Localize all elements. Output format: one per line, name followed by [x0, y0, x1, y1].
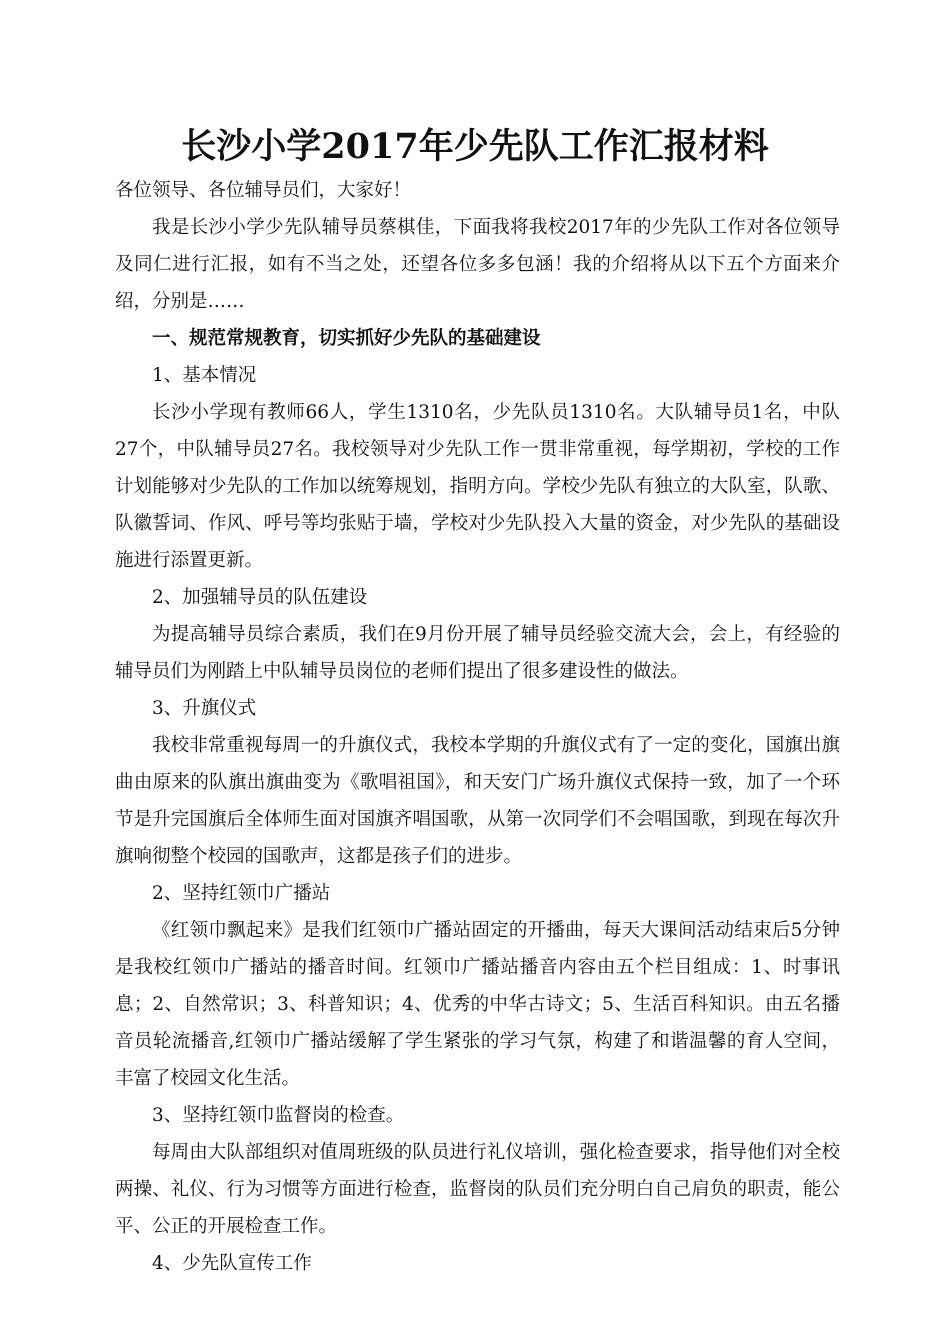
body-paragraph: 我校非常重视每周一的升旗仪式，我校本学期的升旗仪式有了一定的变化，国旗出旗曲由原来的队旗出旗曲变为《歌唱祖国》，和天安门广场升旗仪式保持一致，加了一个环节是升完国旗后全体师生面对国旗齐唱国歌，从第一次同学们不会唱国歌，到现在每次升旗响彻整个校园的国歌声，这都是孩子们的进步。 — [115, 735, 840, 867]
body-paragraph: 2、加强辅导员的队伍建设 — [152, 587, 368, 608]
body-paragraph: 3、坚持红领巾监督岗的检查。 — [152, 1105, 405, 1126]
body-paragraph: 各位领导、各位辅导员们，大家好！ — [115, 180, 412, 201]
body-paragraph: 4、少先队宣传工作 — [152, 1253, 312, 1274]
body-paragraph: 每周由大队部组织对值周班级的队员进行礼仪培训，强化检查要求，指导他们对全校两操、礼仪、行为习惯等方面进行检查，监督岗的队员们充分明白自己肩负的职责，能公平、公正的开展检查工作。 — [115, 1142, 840, 1237]
body-paragraph: 3、升旗仪式 — [152, 698, 257, 719]
document-title: 长沙小学2017年少先队工作汇报材料 — [181, 126, 769, 167]
body-paragraph: 我是长沙小学少先队辅导员蔡棋佳，下面我将我校2017年的少先队工作对各位领导及同仁进行汇报，如有不当之处，还望各位多多包涵！我的介绍将从以下五个方面来介绍，分别是…… — [115, 217, 840, 312]
body-paragraph: 长沙小学现有教师66人，学生1310名，少先队员1310名。大队辅导员1名，中队27个，中队辅导员27名。我校领导对少先队工作一贯非常重视，每学期初，学校的工作计划能够对少先队的工作加以统筹规划，指明方向。学校少先队有独立的大队室，队歌、队徽誓词、作风、呼号等均张贴于墙，学校对少先队投入大量的资金，对少先队的基础设施进行添置更新。 — [115, 402, 840, 571]
body-paragraph: 为提高辅导员综合素质，我们在9月份开展了辅导员经验交流大会，会上，有经验的辅导员们为刚踏上中队辅导员岗位的老师们提出了很多建设性的做法。 — [115, 624, 840, 682]
section-heading: 一、规范常规教育，切实抓好少先队的基础建设 — [152, 328, 541, 349]
body-paragraph: 《红领巾飘起来》是我们红领巾广播站固定的开播曲，每天大课间活动结束后5分钟是我校红领巾广播站的播音时间。红领巾广播站播音内容由五个栏目组成：1、时事讯息；2、自然常识；3、科普知识；4、优秀的中华古诗文；5、生活百科知识。由五名播音员轮流播音,红领巾广播站缓解了学生紧张的学习气氛，构建了和谐温馨的育人空间，丰富了校园文化生活。 — [115, 920, 840, 1089]
document-body — [115, 172, 840, 1282]
body-paragraph: 1、基本情况 — [152, 365, 257, 386]
body-paragraph: 2、坚持红领巾广播站 — [152, 883, 331, 904]
